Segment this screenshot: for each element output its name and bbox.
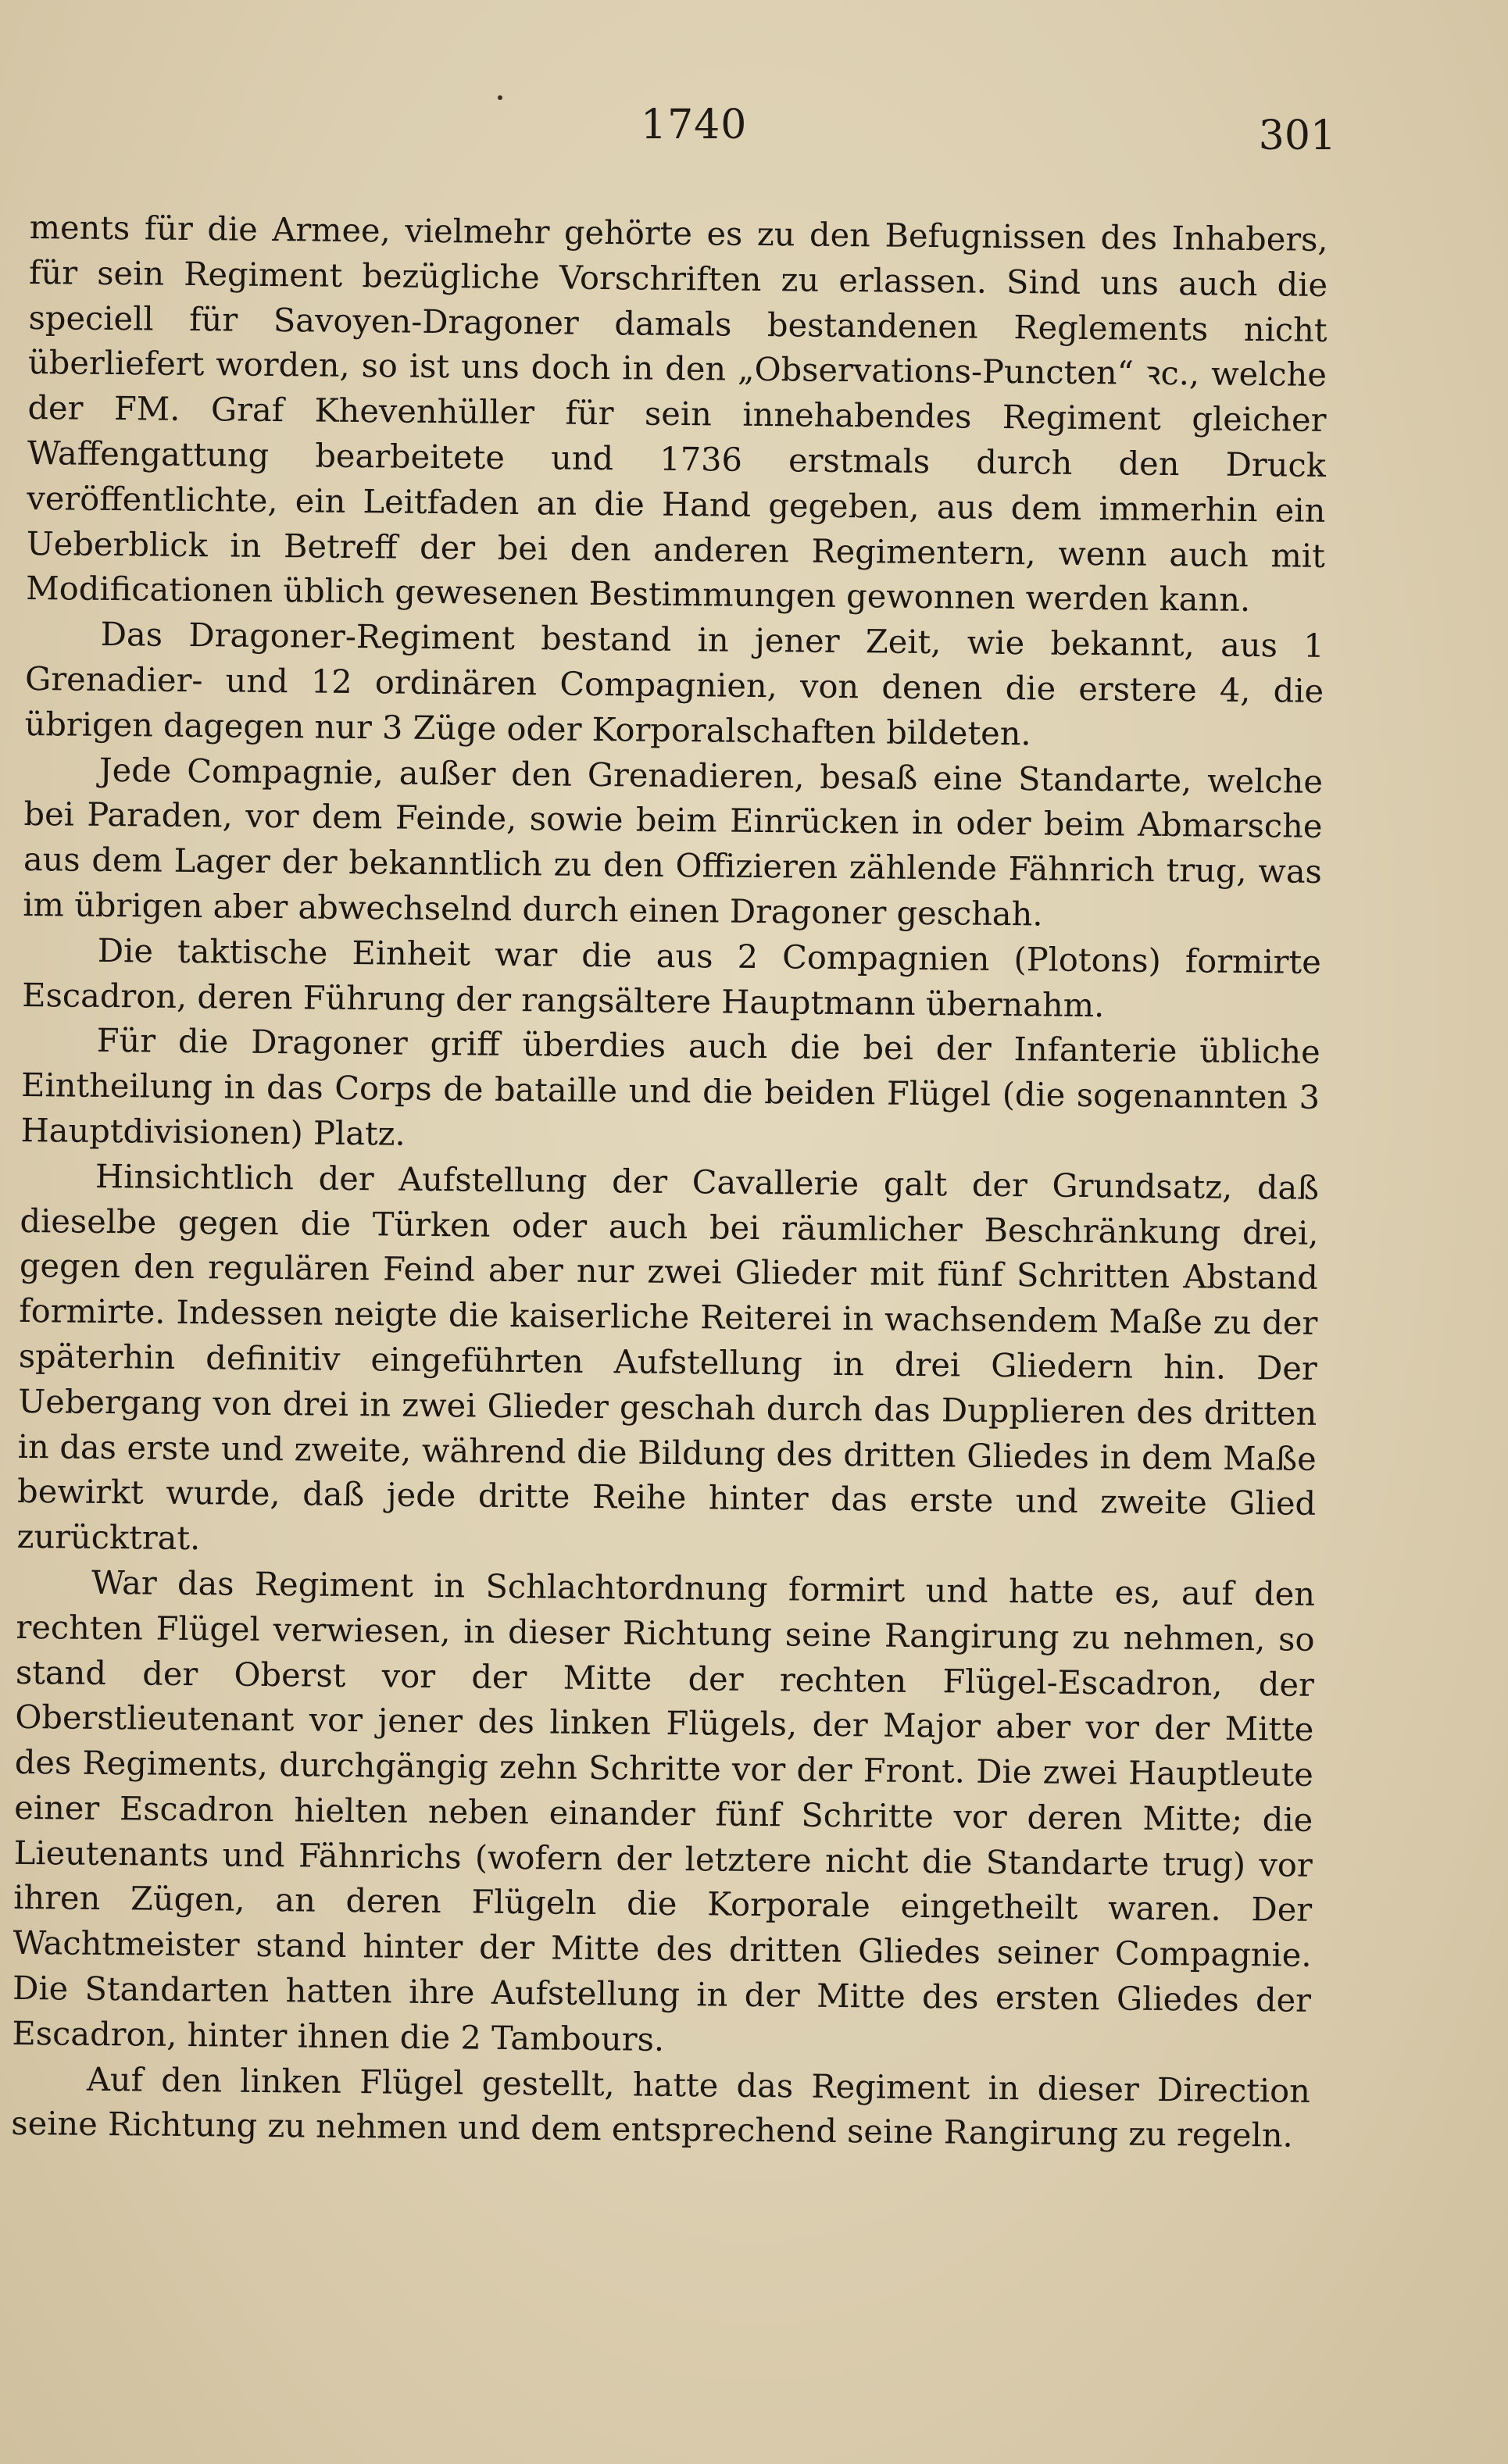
paragraph-5: Für die Dragoner griff überdies auch die bei der Infanterie übliche Eintheilung in das Corps de bataille und die beiden Flügel (die sogenannten 3 Hauptdivisionen) Platz.: [20, 1021, 1320, 1153]
running-head-year: 1740: [641, 102, 748, 148]
paragraph-3: Jede Compagnie, außer den Grenadieren, besaß eine Standarte, welche bei Paraden, vor dem Feinde, sowie beim Einrücken in oder beim Abmarsche aus dem Lager der bekanntlich zu den Offizieren zählende Fähnrich trug, was im übrigen aber abwechselnd durch einen Dragoner geschah.: [23, 750, 1324, 934]
page-number: 301: [1258, 112, 1336, 159]
paragraph-1: ments für die Armee, vielmehr gehörte es zu den Befugnissen des Inhabers, für sein Regiment bezügliche Vorschriften zu erlassen. Sind uns auch die speciell für Savoyen-Dragoner damals bestandenen Reglements nicht überliefert worden, so ist uns doch in den „Observations-Puncten“ ꝛc., welche der FM. Graf Khevenhüller für sein innehabendes Regiment gleicher Waffengattung bearbeitete und 1736 erstmals durch den Druck veröffentlichte, ein Leitfaden an die Hand gegeben, aus dem immerhin ein Ueberblick in Betreff der bei den anderen Regimentern, wenn auch mit Modificationen üblich gewesenen Bestimmungen gewonnen werden kann.: [26, 207, 1328, 620]
body-text: [11, 205, 1328, 2159]
paragraph-4: Die taktische Einheit war die aus 2 Compagnien (Plotons) formirte Escadron, deren Führung der rangsältere Hauptmann übernahm.: [22, 930, 1322, 1024]
paragraph-2: Das Dragoner-Regiment bestand in jener Zeit, wie bekannt, aus 1 Grenadier- und 12 ordinären Compagnien, von denen die erstere 4, die übrigen dagegen nur 3 Züge oder Korporalschaften bildeten.: [24, 615, 1324, 753]
paragraph-8: Auf den linken Flügel gestellt, hatte das Regiment in dieser Direction seine Richtung zu nehmen und dem entsprechend seine Rangirung zu regeln.: [11, 2059, 1311, 2155]
paragraph-7: War das Regiment in Schlachtordnung formirt und hatte es, auf den rechten Flügel verwiesen, in dieser Richtung seine Rangirung zu nehmen, so stand der Oberst vor der Mitte der rechten Flügel-Escadron, der Oberstlieutenant vor jener des linken Flügels, der Major aber vor der Mitte des Regiments, durchgängig zehn Schritte vor der Front. Die zwei Hauptleute einer Escadron hielten neben einander fünf Schritte vor deren Mitte; die Lieutenants und Fähnrichs (wofern der letztere nicht die Standarte trug) vor ihren Zügen, an deren Flügeln die Korporale eingetheilt waren. Der Wachtmeister stand hinter der Mitte des dritten Gliedes seiner Compagnie. Die Standarten hatten ihre Aufstellung in der Mitte des ersten Gliedes der Escadron, hinter ihnen die 2 Tambours.: [12, 1562, 1316, 2059]
paragraph-6: Hinsichtlich der Aufstellung der Cavallerie galt der Grundsatz, daß dieselbe gegen die Türken oder auch bei räumlicher Beschränkung drei, gegen den regulären Feind aber nur zwei Glieder mit fünf Schritten Abstand formirte. Indessen neigte die kaiserliche Reiterei in wachsendem Maße zu der späterhin definitiv eingeführten Aufstellung in drei Gliedern hin. Der Uebergang von drei in zwei Glieder geschah durch das Dupplieren des dritten in das erste und zweite, während die Bildung des dritten Gliedes in dem Maße bewirkt wurde, daß jede dritte Reihe hinter das erste und zweite Glied zurücktrat.: [16, 1156, 1320, 1558]
page-header: [31, 94, 1336, 159]
